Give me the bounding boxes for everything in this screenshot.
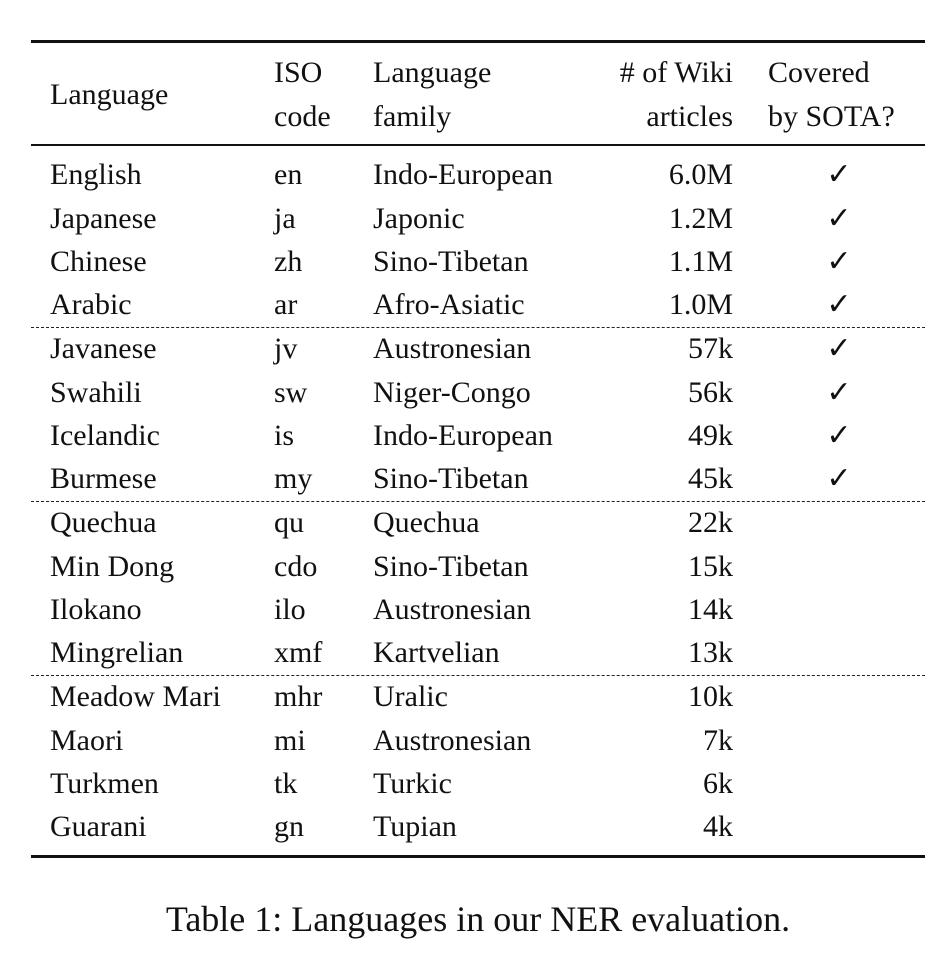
checkmark-icon: ✓	[826, 461, 852, 496]
cell-language: Ilokano	[50, 593, 142, 626]
cell-language-family: Niger-Congo	[373, 376, 531, 409]
cell-language: Min Dong	[50, 550, 175, 583]
cell-language-family: Afro-Asiatic	[373, 288, 525, 321]
cell-iso-code: is	[274, 419, 295, 452]
cell-language-family: Uralic	[373, 680, 448, 713]
cell-language-family: Kartvelian	[373, 636, 500, 669]
group-divider-3	[31, 675, 925, 676]
header-wiki-line2: articles	[646, 100, 733, 133]
checkmark-icon: ✓	[826, 287, 852, 322]
cell-iso-code: mhr	[274, 680, 323, 713]
top-rule	[31, 40, 925, 43]
cell-wiki-articles: 1.1M	[668, 245, 733, 278]
cell-iso-code: qu	[274, 506, 304, 539]
cell-language-family: Sino-Tibetan	[373, 462, 529, 495]
cell-language: Mingrelian	[50, 636, 184, 669]
cell-wiki-articles: 56k	[688, 376, 733, 409]
checkmark-icon: ✓	[826, 331, 852, 366]
checkmark-icon: ✓	[826, 375, 852, 410]
cell-wiki-articles: 22k	[688, 506, 733, 539]
cell-wiki-articles: 4k	[703, 810, 733, 843]
cell-iso-code: mi	[274, 724, 306, 757]
checkmark-icon: ✓	[826, 157, 852, 192]
cell-wiki-articles: 7k	[703, 724, 733, 757]
group-divider-1	[31, 327, 925, 328]
cell-iso-code: cdo	[274, 550, 318, 583]
cell-wiki-articles: 1.2M	[668, 202, 733, 235]
header-language: Language	[50, 78, 169, 111]
checkmark-icon: ✓	[826, 201, 852, 236]
cell-iso-code: ja	[274, 202, 296, 235]
cell-iso-code: xmf	[274, 636, 323, 669]
cell-language-family: Indo-European	[373, 158, 553, 191]
cell-language: Burmese	[50, 462, 157, 495]
cell-wiki-articles: 45k	[688, 462, 733, 495]
cell-language-family: Sino-Tibetan	[373, 550, 529, 583]
cell-language: Swahili	[50, 376, 142, 409]
cell-wiki-articles: 13k	[688, 636, 733, 669]
header-iso-line1: ISO	[274, 56, 323, 89]
cell-wiki-articles: 1.0M	[668, 288, 733, 321]
header-sota-line2: by SOTA?	[768, 100, 895, 133]
cell-iso-code: ilo	[274, 593, 306, 626]
cell-wiki-articles: 6.0M	[668, 158, 733, 191]
cell-iso-code: gn	[274, 810, 304, 843]
cell-language: Quechua	[50, 506, 157, 539]
cell-language-family: Austronesian	[373, 724, 532, 757]
cell-wiki-articles: 14k	[688, 593, 733, 626]
cell-language-family: Indo-European	[373, 419, 553, 452]
cell-iso-code: en	[274, 158, 303, 191]
cell-language: Japanese	[50, 202, 157, 235]
cell-iso-code: my	[274, 462, 313, 495]
header-sota-line1: Covered	[768, 56, 870, 89]
cell-iso-code: zh	[274, 245, 303, 278]
cell-wiki-articles: 6k	[703, 767, 733, 800]
table-caption: Table 1: Languages in our NER evaluation.	[165, 899, 791, 939]
cell-wiki-articles: 49k	[688, 419, 733, 452]
cell-language: Javanese	[50, 332, 157, 365]
cell-language: Guarani	[50, 810, 147, 843]
cell-language: Meadow Mari	[50, 680, 221, 713]
cell-language-family: Tupian	[373, 810, 457, 843]
cell-language: English	[50, 158, 142, 191]
cell-iso-code: ar	[274, 288, 298, 321]
cell-wiki-articles: 10k	[688, 680, 733, 713]
header-family-line1: Language	[373, 56, 492, 89]
cell-language-family: Austronesian	[373, 593, 532, 626]
cell-language: Turkmen	[50, 767, 159, 800]
cell-language: Arabic	[50, 288, 132, 321]
cell-iso-code: jv	[274, 332, 298, 365]
cell-language-family: Sino-Tibetan	[373, 245, 529, 278]
header-iso-line2: code	[274, 100, 331, 133]
cell-language: Maori	[50, 724, 124, 757]
cell-iso-code: tk	[274, 767, 298, 800]
cell-language-family: Turkic	[373, 767, 452, 800]
cell-language-family: Austronesian	[373, 332, 532, 365]
header-family-line2: family	[373, 100, 452, 133]
header-rule	[31, 144, 925, 146]
cell-language-family: Quechua	[373, 506, 480, 539]
cell-wiki-articles: 57k	[688, 332, 733, 365]
cell-language-family: Japonic	[373, 202, 465, 235]
bottom-rule	[31, 855, 925, 858]
checkmark-icon: ✓	[826, 418, 852, 453]
cell-language: Chinese	[50, 245, 147, 278]
header-wiki-line1: # of Wiki	[619, 56, 733, 89]
group-divider-2	[31, 501, 925, 502]
cell-iso-code: sw	[274, 376, 308, 409]
cell-language: Icelandic	[50, 419, 160, 452]
cell-wiki-articles: 15k	[688, 550, 733, 583]
checkmark-icon: ✓	[826, 244, 852, 279]
